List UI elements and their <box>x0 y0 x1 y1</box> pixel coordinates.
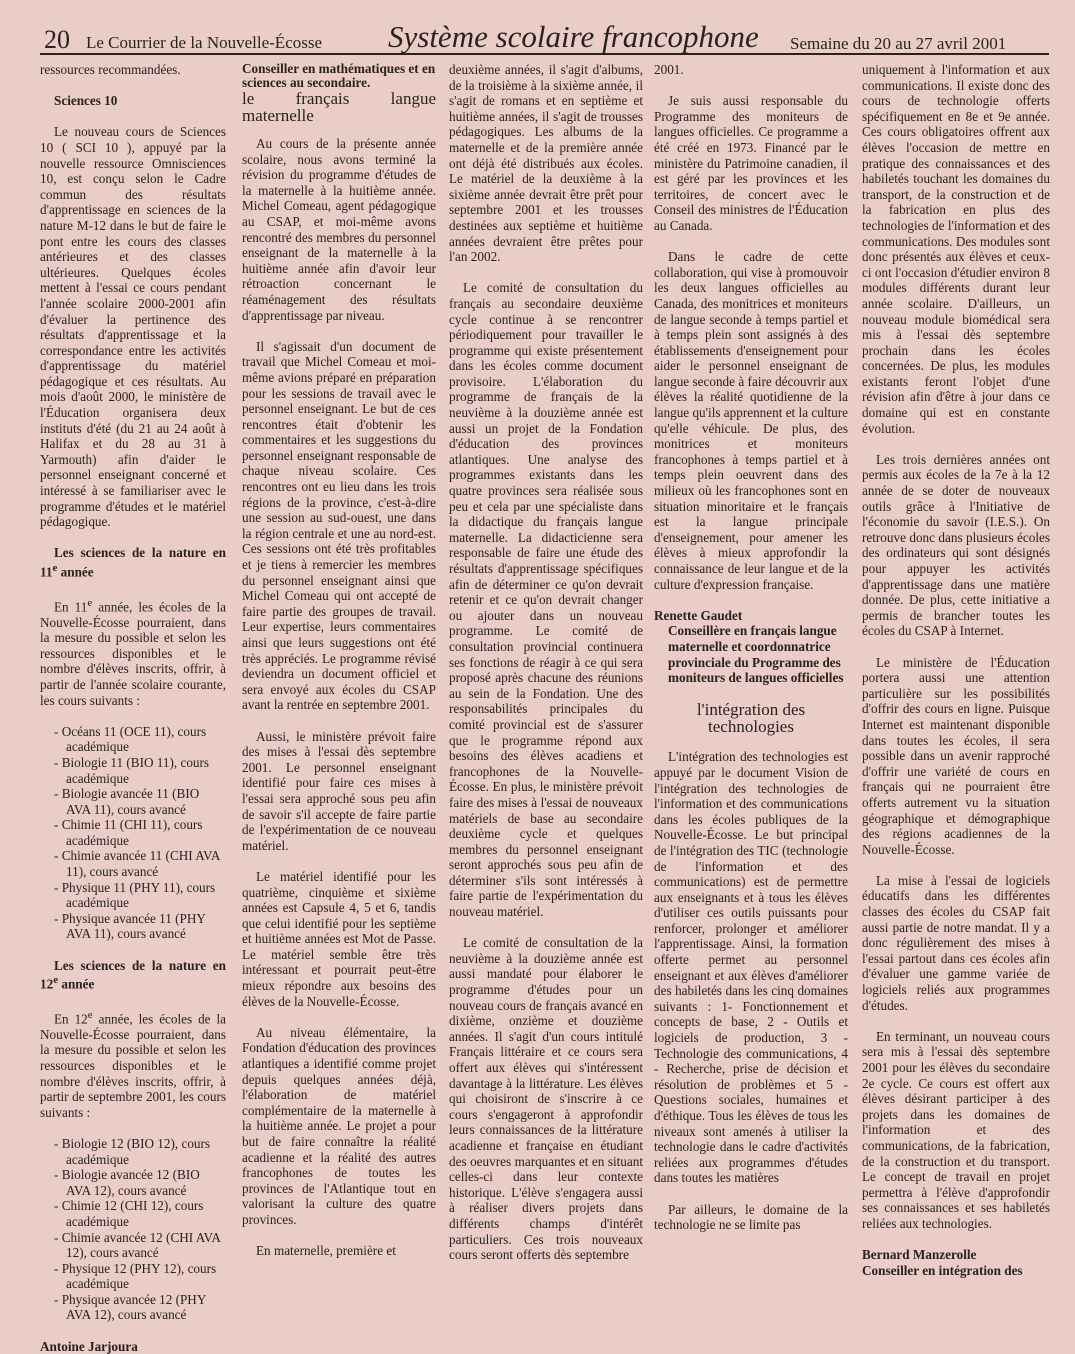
paragraph: 2001. <box>654 62 684 77</box>
subheading-sciences-11: Les sciences de la nature en 11e année <box>40 545 226 580</box>
list-item: - Biologie avancée 12 (BIO AVA 12), cours avancé <box>54 1167 200 1198</box>
paragraph: En 11e année, les écoles de la Nouvelle-Écosse pourraient, dans la mesure du possible et selon les ressources disponibles et le nombre d'élèves inscrits, offrir, à partir de l'année scolaire courante, les cours suivants : <box>40 596 226 708</box>
column-5 <box>862 62 1050 1290</box>
paragraph: Dans le cadre de cette collaboration, qui vise à promouvoir les deux langues officielles au Canada, des monitrices et moniteurs de langue seconde à temps partiel et à temps plein sont assignés à des établissements d'enseignement pour aider le personnel enseignant de langue seconde à faire découvrir aux élèves la réalité quotidienne de la langue qu'ils apprennent et la culture qu'elle véhicule. De plus, des monitrices et moniteurs francophones à temps partiel et à temps plein oeuvrent dans des milieux où les francophones sont en situation minoritaire et le français est la langue principale d'enseignement, pour amener les élèves à mieux approfondir la connaissance de leur langue et de la culture d'expression française. <box>654 249 848 592</box>
course-list-11 <box>40 724 226 942</box>
paragraph: Je suis aussi responsable du Programme des moniteurs de langues officielles. Ce programme a été créé en 1973. Financé par le ministère du Patrimoine canadien, il est géré par les provinces et les territoires, de concert avec le Conseil des ministres de l'Éducation au Canada. <box>654 93 848 233</box>
column-3 <box>449 62 643 1290</box>
paragraph: Les trois dernières années ont permis aux écoles de la 7e à la 12 année de se doter de nouveaux outils grâce à l'Initiative de l'économie du savoir (I.E.S.). On retrouve donc dans plusieurs écoles des ordinateurs qui sont désignés pour appuyer les activités d'apprentissage dans une matière donnée. De plus, cette initiative a permis de brancher toutes les écoles du CSAP à Internet. <box>862 451 1050 639</box>
list-item: - Biologie 11 (BIO 11), cours académique <box>54 754 210 786</box>
paragraph: ressources recommandées. <box>40 62 181 77</box>
author-role: Conseiller en intégration des <box>862 1262 1023 1278</box>
paragraph: Par ailleurs, le domaine de la technologie ne se limite pas <box>654 1201 848 1233</box>
paragraph: En maternelle, première et <box>256 1243 396 1259</box>
paragraph: Au cours de la présente année scolaire, nous avons terminé la révision du programme d'études de la maternelle à la huitième année. Michel Comeau, agent pédagogique au CSAP, et moi-même avons rencontré des membres du personnel enseignant de la maternelle à la huitième année afin d'avoir leur rétroaction concernant le réaménagement des résultats d'apprentissage par niveau. <box>242 136 436 323</box>
list-item: - Physique avancée 12 (PHY AVA 12), cours avancé <box>54 1291 206 1323</box>
paragraph: En terminant, un nouveau cours sera mis à l'essai dès septembre 2001 pour les élèves du secondaire 2e cycle. Ce cours est offert aux élèves désirant participer à des projets dans les domaines de l'information et des communications, de la fabrication, de la construction et du transport. Le concept de travail en projet permettra à l'élève d'approfondir ses connaissances et ses habiletés reliées aux technologies. <box>862 1028 1050 1231</box>
list-item: - Chimie avancée 12 (CHI AVA 12), cours avancé <box>54 1229 221 1261</box>
newspaper-name: Le Courrier de la Nouvelle-Écosse <box>86 33 323 52</box>
page-number: 20 <box>44 25 70 54</box>
paragraph: Le comité de consultation de la neuvième à la douzième année est aussi mandaté pour élaborer le programme d'études pour un nouveau cours de français avancé en dixième, onzième et douzième années. Il s'agit d'un cours intitulé Français littéraire et ce cours sera offert aux élèves qui s'intéressent davantage à la littérature. Les élèves qui choisiront de s'inscrire à ce cours s'engageront à approfondir leurs connaissances de la littérature acadienne et française en étudiant des oeuvres marquantes et en situant celles-ci dans leur contexte historique. L'élève s'engagera aussi à réaliser divers projets dans différents champs d'intérêt particuliers. Ces trois nouveaux cours seront offerts dès septembre <box>449 935 643 1263</box>
paragraph: Le ministère de l'Éducation portera aussi une attention particulière sur les possibilités d'offrir des cours en ligne. Puisque Internet est maintenant disponible dans toutes les écoles, il sera possible dans un avenir rapproché d'offrir une variété de cours en français qui ne pourraient être offerts autrement vu la situation géographique et démographique des régions acadiennes de la Nouvelle-Écosse. <box>862 654 1050 857</box>
paragraph: Aussi, le ministère prévoit faire des mises à l'essai dès septembre 2001. Le personnel enseignant identifié pour faire ces mises à l'essai sera approché sous peu afin de savoir s'il accepte de faire partie de l'expérimentation de ce nouveau matériel. <box>242 728 436 853</box>
paragraph: Le matériel identifié pour les quatrième, cinquième et sixième années est Capsule 4, 5 et 6, tandis que celui identifié pour les septième et huitième années est Mot de Passe. Le matériel semble être très intéressant et pourrait peut-être mieux répondre aux besoins des élèves de la Nouvelle-Écosse. <box>242 868 436 1009</box>
paragraph: Il s'agissait d'un document de travail que Michel Comeau et moi-même avions préparé en préparation pour les sessions de travail avec le personnel enseignant. Le but de ces rencontres était d'obtenir les commentaires et les suggestions du personnel enseignant responsable de chaque niveau scolaire. Ces rencontres ont eu lieu dans les trois régions de la province, c'est-à-dire une session au sud-ouest, une dans la région centrale et une au nord-est. Ces sessions ont été très profitables et je tiens à remercier les membres du personnel enseignant ainsi que Michel Comeau qui ont accepté de faire partie des groupes de travail. Leur expertise, leurs commentaires ainsi que leurs suggestions ont été très appréciés. Le programme révisé deviendra un document officiel et sera envoyé aux écoles du CSAP avant la rentrée en septembre 2001. <box>242 338 436 713</box>
list-item: - Biologie avancée 11 (BIO AVA 11), cours avancé <box>54 786 200 817</box>
list-item: - Océans 11 (OCE 11), cours académique <box>54 723 207 755</box>
paragraph: Le comité de consultation du français au secondaire deuxième cycle continue à se rencontrer périodiquement pour travailler le programme qui existe présentement dans les écoles comme document provisoire. L'élaboration du programme de français de la neuvième à la douzième année est aussi un projet de la Fondation d'éducation des provinces atlantiques. Une analyse des programmes existants dans les quatre provinces sera réalisée sous peu et cela par une spécialiste dans la didactique du français langue maternelle. La didacticienne sera responsable de faire une étude des résultats d'apprentissage spécifiques afin de déterminer ce qu'on devrait retenir et ce qu'on devrait changer ou ajouter dans un nouveau programme. Le comité de consultation provincial continuera ses fonctions de réagir à ce qui sera proposé après chacune des réunions au sein de la Fondation. Une des responsabilités principales du comité provincial est de s'assurer que le programme répond aux besoins des élèves acadiens et francophones de la Nouvelle-Écosse. En plus, le ministère prévoit faire des mises à l'essai de nouveaux matériels de base au secondaire deuxième cycle et quelques membres du personnel enseignant seront approchés sous peu afin de déterminer s'ils sont intéressés à faire partie de l'expérimentation du nouveau matériel. <box>449 280 643 920</box>
paragraph: Au niveau élémentaire, la Fondation d'éducation des provinces atlantiques a identifié comme projet depuis quelques années déjà, l'élaboration de matériel complémentaire de la maternelle à la huitième année. Le projet a pour but de faire connaître la réalité acadienne et la réalité des autres francophones de toutes les provinces de l'Atlantique tout en valorisant la culture des quatre provinces. <box>242 1024 436 1227</box>
masthead <box>0 0 1075 62</box>
article-headline: le français langue maternelle <box>242 89 436 125</box>
author-role: Conseillère en français langue maternelle et coordonnatrice provinciale du Programme des moniteurs de langues officielles <box>668 623 844 686</box>
author-role: Conseiller en mathématiques et en sciences au secondaire. <box>242 61 436 90</box>
column-1 <box>40 62 226 1354</box>
list-item: - Physique 11 (PHY 11), cours académique <box>54 879 216 911</box>
course-list-12 <box>40 1136 226 1323</box>
paragraph: Le nouveau cours de Sciences 10 ( SCI 10 ), appuyé par la nouvelle ressource Omnisciences 10, est conçu selon le Cadre commun des résultats d'apprentissage en sciences de la nature M-12 dans le but de faire le pont entre les cours des classes antérieures et des classes ultérieures. Quelques écoles mettent à l'essai ce cours pendant l'année scolaire 2000-2001 afin d'évaluer la pertinence des résultats d'apprentissage et la correspondance entre les activités d'apprentissage du matériel pédagogique et ces résultats. Au mois d'août 2000, le ministère de l'Éducation organisera deux instituts d'été (du 21 au 24 août à Halifax et du 28 au 31 à Yarmouth) afin d'aider le personnel enseignant concerné et intéressé à se familiariser avec le programme d'études et le matériel pédagogique. <box>40 124 226 530</box>
subheading-sciences-12: Les sciences de la nature en 12e année <box>40 957 226 992</box>
list-item: - Chimie avancée 11 (CHI AVA 11), cours avancé <box>54 848 220 880</box>
paragraph: La mise à l'essai de logiciels éducatifs dans les différentes classes des écoles du CSAP fait aussi partie de notre mandat. Il y a donc régulièrement des mises à l'essai partout dans ces écoles afin d'évaluer une gamme variée de logiciels reliés aux programmes d'études. <box>862 872 1050 1013</box>
paragraph: En 12e année, les écoles de la Nouvelle-Écosse pourraient, dans la mesure du possible et selon les ressources disponibles et le nombre d'élèves inscrits, offrir, à partir de septembre 2001, les cours suivants : <box>40 1008 226 1120</box>
list-item: - Chimie 11 (CHI 11), cours académique <box>54 817 203 848</box>
author-signature: Bernard Manzerolle <box>862 1247 977 1263</box>
column-4 <box>654 62 848 1290</box>
paragraph: uniquement à l'information et aux communications. Il existe donc des cours de technologie offerts spécifiquement en 8e et 9e année. Ces cours obligatoires offrent aux élèves l'occasion de mettre en pratique des connaissances et des habiletés touchant les domaines du transport, de la construction et de la fabrication en plus des technologies de l'information et des communications. Des modules sont donc présentés aux élèves et ceux-ci ont l'occasion d'étudier environ 8 modules différents durant leur année scolaire. D'ailleurs, un nouveau module biomédical sera mis à l'essai dès septembre prochain dans les écoles concernées. De plus, les modules existants feront l'objet d'une révision afin d'être à jour dans ce domaine qui est en constante évolution. <box>862 62 1050 436</box>
article-headline: l'intégration des technologies <box>696 700 806 737</box>
section-title: Système scolaire francophone <box>388 19 759 54</box>
masthead-rule <box>40 53 1049 55</box>
subheading-sciences-10: Sciences 10 <box>54 93 118 109</box>
column-2 <box>242 62 436 1290</box>
author-signature: Renette Gaudet <box>654 607 743 623</box>
author-signature: Antoine Jarjoura <box>40 1338 138 1354</box>
list-item: - Biologie 12 (BIO 12), cours académique <box>54 1135 211 1167</box>
paragraph: L'intégration des technologies est appuyé par le document Vision de l'intégration des technologies de l'information et des communications dans les écoles publiques de la Nouvelle-Écosse. Le but principal de l'intégration des TIC (technologie de l'information et des communications) est de permettre aux enseignants et à tous les élèves d'utiliser ces outils puissants pour renforcer, prolonger et améliorer l'apprentissage. Ainsi, la formation offerte permet au personnel enseignant et aux élèves d'améliorer des habiletés dans les cinq domaines suivants : 1- Fonctionnement et concepts de base, 2 - Outils et logiciels de production, 3 - Technologie des communications, 4 - Recherche, prise de décision et résolution de problèmes et 5 - Questions sociales, humaines et d'éthique. Tous les élèves de tous les niveaux sont amenés à utiliser la technologie dans le cadre d'activités reliées aux programmes d'études dans toutes les matières <box>654 749 848 1186</box>
paragraph: deuxième années, il s'agit d'albums, de la troisième à la sixième année, il s'agit de romans et en septième et huitième années, il s'agit de trousses pédagogiques. Les albums de la maternelle et de la première année ont déjà été distribués aux écoles. Le matériel de la deuxième à la sixième année devrait être prêt pour septembre 2001 et les trousses destinées aux septième et huitième années devraient être prêtes pour l'an 2002. <box>449 62 643 265</box>
list-item: - Chimie 12 (CHI 12), cours académique <box>54 1198 204 1229</box>
list-item: - Physique avancée 11 (PHY AVA 11), cours avancé <box>54 910 206 942</box>
issue-date: Semaine du 20 au 27 avril 2001 <box>790 34 1007 53</box>
list-item: - Physique 12 (PHY 12), cours académique <box>54 1260 217 1292</box>
